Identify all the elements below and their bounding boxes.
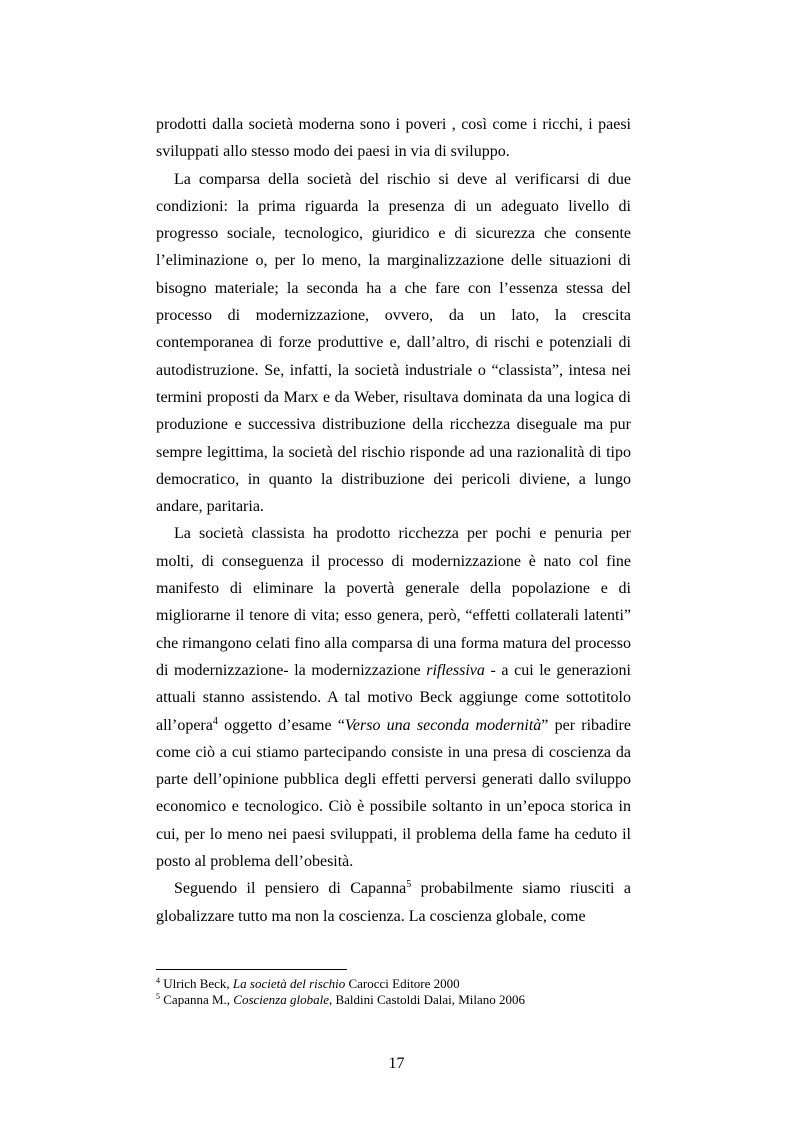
text-run: prodotti dalla società moderna sono i poveri , così come i ricchi, i paesi sviluppati allo stesso modo dei paesi in via di sviluppo. [156,116,631,161]
text-run: - a cui le generazioni attuali stanno assistendo. A tal motivo Beck aggiunge come sottotitolo all’opera [156,661,631,734]
text-run: oggetto d’esame “ [217,716,345,734]
paragraph-p4 [156,875,631,930]
text-run: Carocci Editore 2000 [345,976,460,991]
italic-text: La società del rischio [232,976,346,991]
footnote-ref: 5 [156,992,160,1001]
footnote-separator [156,969,347,970]
footnotes [156,976,631,1008]
text-run: probabilmente siamo riusciti a globalizzare tutto ma non la coscienza. La coscienza globale, come [156,880,631,925]
text-run: , Baldini Castoldi Dalai, Milano 2006 [328,992,526,1007]
text-run: La comparsa della società del rischio si deve al verificarsi di due condizioni: la prima riguarda la presenza di un adeguato livello di progresso sociale, tecnologico, giuridico e di sicurezza che consente l’eliminazione o, per lo meno, la marginalizzazione delle situazioni di bisogno materiale; la seconda ha a che fare con l’essenza stessa del processo di modernizzazione, ovvero, da un lato, la crescita contemporanea di forze produttive e, dall’altro, di rischi e potenziali di autodistruzione. Se, infatti, la società industriale o “classista”, intesa nei termini proposti da Marx e da Weber, risultava dominata da una logica di produzione e successiva distribuzione della ricchezza diseguale ma pur sempre legittima, la società del rischio risponde ad una razionalità di tipo democratico, in quanto la distribuzione dei pericoli diviene, a lungo andare, paritaria. [156,170,631,516]
paragraph-p3 [156,520,631,875]
page-number: 17 [388,1055,405,1072]
body-text [156,111,631,930]
text-run: Seguendo il pensiero di Capanna [174,880,407,898]
paragraph-p2 [156,166,631,521]
italic-text: Verso una seconda modernità [344,716,542,734]
text-run: ” per ribadire come ciò a cui stiamo partecipando consiste in una presa di coscienza da parte dell’opinione pubblica degli effetti perversi generati dallo sviluppo economico e tecnologico. Ciò è possibile soltanto in un’epoca storica in cui, per lo meno nei paesi sviluppati, il problema della fame ha ceduto il posto al problema dell’obesità. [156,716,631,871]
footnote-fn5 [156,992,631,1008]
italic-text: Coscienza globale [233,992,329,1007]
footnote-ref: 4 [212,715,218,727]
italic-text: riflessiva [426,661,485,679]
paragraph-p1 [156,111,631,166]
footnote-ref: 5 [406,879,412,891]
text-run: Capanna M., [160,992,234,1007]
footnote-fn4 [156,976,631,992]
footnote-ref: 4 [156,976,160,985]
text-run: Ulrich Beck, [160,976,233,991]
text-run: La società classista ha prodotto ricchezza per pochi e penuria per molti, di conseguenza il processo di modernizzazione è nato col fine manifesto di eliminare la povertà generale della popolazione e di migliorarne il tenore di vita; esso genera, però, “effetti collaterali latenti” che rimangono celati fino alla comparsa di una forma matura del processo di modernizzazione- la modernizzazione [156,525,631,679]
